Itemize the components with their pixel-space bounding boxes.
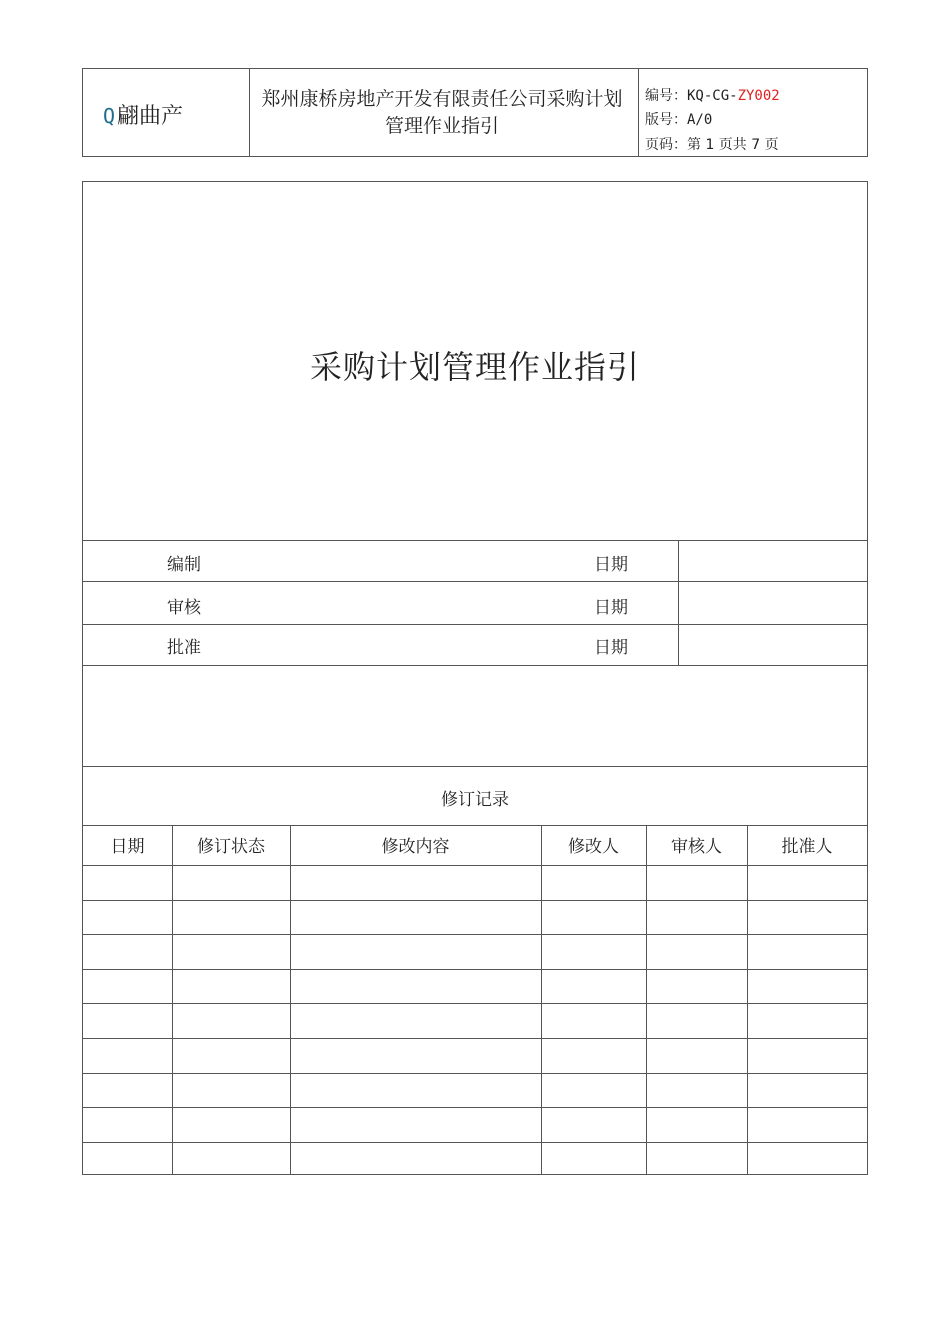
document-code-label: 编号： bbox=[645, 88, 687, 104]
revision-col-approver: 批准人 bbox=[781, 837, 833, 857]
logo-text: 翩曲产 bbox=[117, 104, 184, 129]
header-meta-cell bbox=[639, 69, 867, 156]
signoff-bottom-border bbox=[83, 665, 867, 666]
revision-header-bottom bbox=[83, 865, 867, 866]
revision-col-modifier: 修改人 bbox=[568, 837, 619, 857]
document-page-label: 页码： bbox=[645, 137, 687, 153]
table-row bbox=[83, 900, 867, 901]
document-code-prefix: KQ-CG- bbox=[687, 88, 738, 104]
table-row bbox=[83, 969, 867, 970]
revision-top-border bbox=[83, 766, 867, 767]
revision-col-divider-1 bbox=[172, 825, 173, 1174]
signoff-role-reviewed: 审核 bbox=[167, 598, 201, 618]
signoff-role-approved: 批准 bbox=[167, 638, 201, 658]
table-row bbox=[83, 1003, 867, 1004]
document-version-label: 版号： bbox=[645, 112, 687, 128]
document-title: 采购计划管理作业指引 bbox=[309, 348, 640, 386]
header-title: 郑州康桥房地产开发有限责任公司采购计划管理作业指引 bbox=[261, 88, 623, 137]
document-code-suffix: ZY002 bbox=[737, 88, 780, 104]
signoff-date-label-reviewed: 日期 bbox=[594, 598, 628, 618]
table-row bbox=[83, 1073, 867, 1074]
revision-record-title: 修订记录 bbox=[441, 790, 509, 810]
table-row bbox=[83, 934, 867, 935]
revision-col-status: 修订状态 bbox=[197, 837, 265, 857]
signoff-role-prepared: 编制 bbox=[167, 555, 201, 575]
logo-q-mark: Q bbox=[103, 104, 116, 128]
document-version bbox=[645, 109, 712, 129]
revision-col-content: 修改内容 bbox=[381, 837, 450, 857]
signoff-date-label-approved: 日期 bbox=[594, 638, 628, 658]
document-page-value: 第 1 页共 7 页 bbox=[687, 137, 779, 153]
signoff-divider-2 bbox=[83, 624, 867, 625]
table-row bbox=[83, 1038, 867, 1039]
logo-cell bbox=[83, 69, 250, 156]
signoff-date-label-prepared: 日期 bbox=[594, 555, 628, 575]
signoff-divider-1 bbox=[83, 581, 867, 582]
cover-frame bbox=[82, 181, 868, 1175]
revision-header-top bbox=[83, 825, 867, 826]
revision-col-date: 日期 bbox=[110, 837, 145, 857]
company-logo bbox=[103, 99, 183, 130]
document-page bbox=[645, 134, 779, 154]
table-row bbox=[83, 1142, 867, 1143]
revision-col-reviewer: 审核人 bbox=[671, 837, 722, 857]
table-row bbox=[83, 1107, 867, 1108]
revision-col-divider-4 bbox=[646, 825, 647, 1174]
header-title-cell bbox=[249, 69, 639, 156]
document-code bbox=[645, 85, 780, 105]
revision-col-divider-2 bbox=[290, 825, 291, 1174]
document-header bbox=[82, 68, 868, 157]
signoff-date-divider bbox=[678, 540, 679, 665]
revision-col-divider-3 bbox=[541, 825, 542, 1174]
revision-col-divider-5 bbox=[747, 825, 748, 1174]
signoff-top-border bbox=[83, 540, 867, 541]
document-version-value: A/0 bbox=[687, 112, 713, 128]
